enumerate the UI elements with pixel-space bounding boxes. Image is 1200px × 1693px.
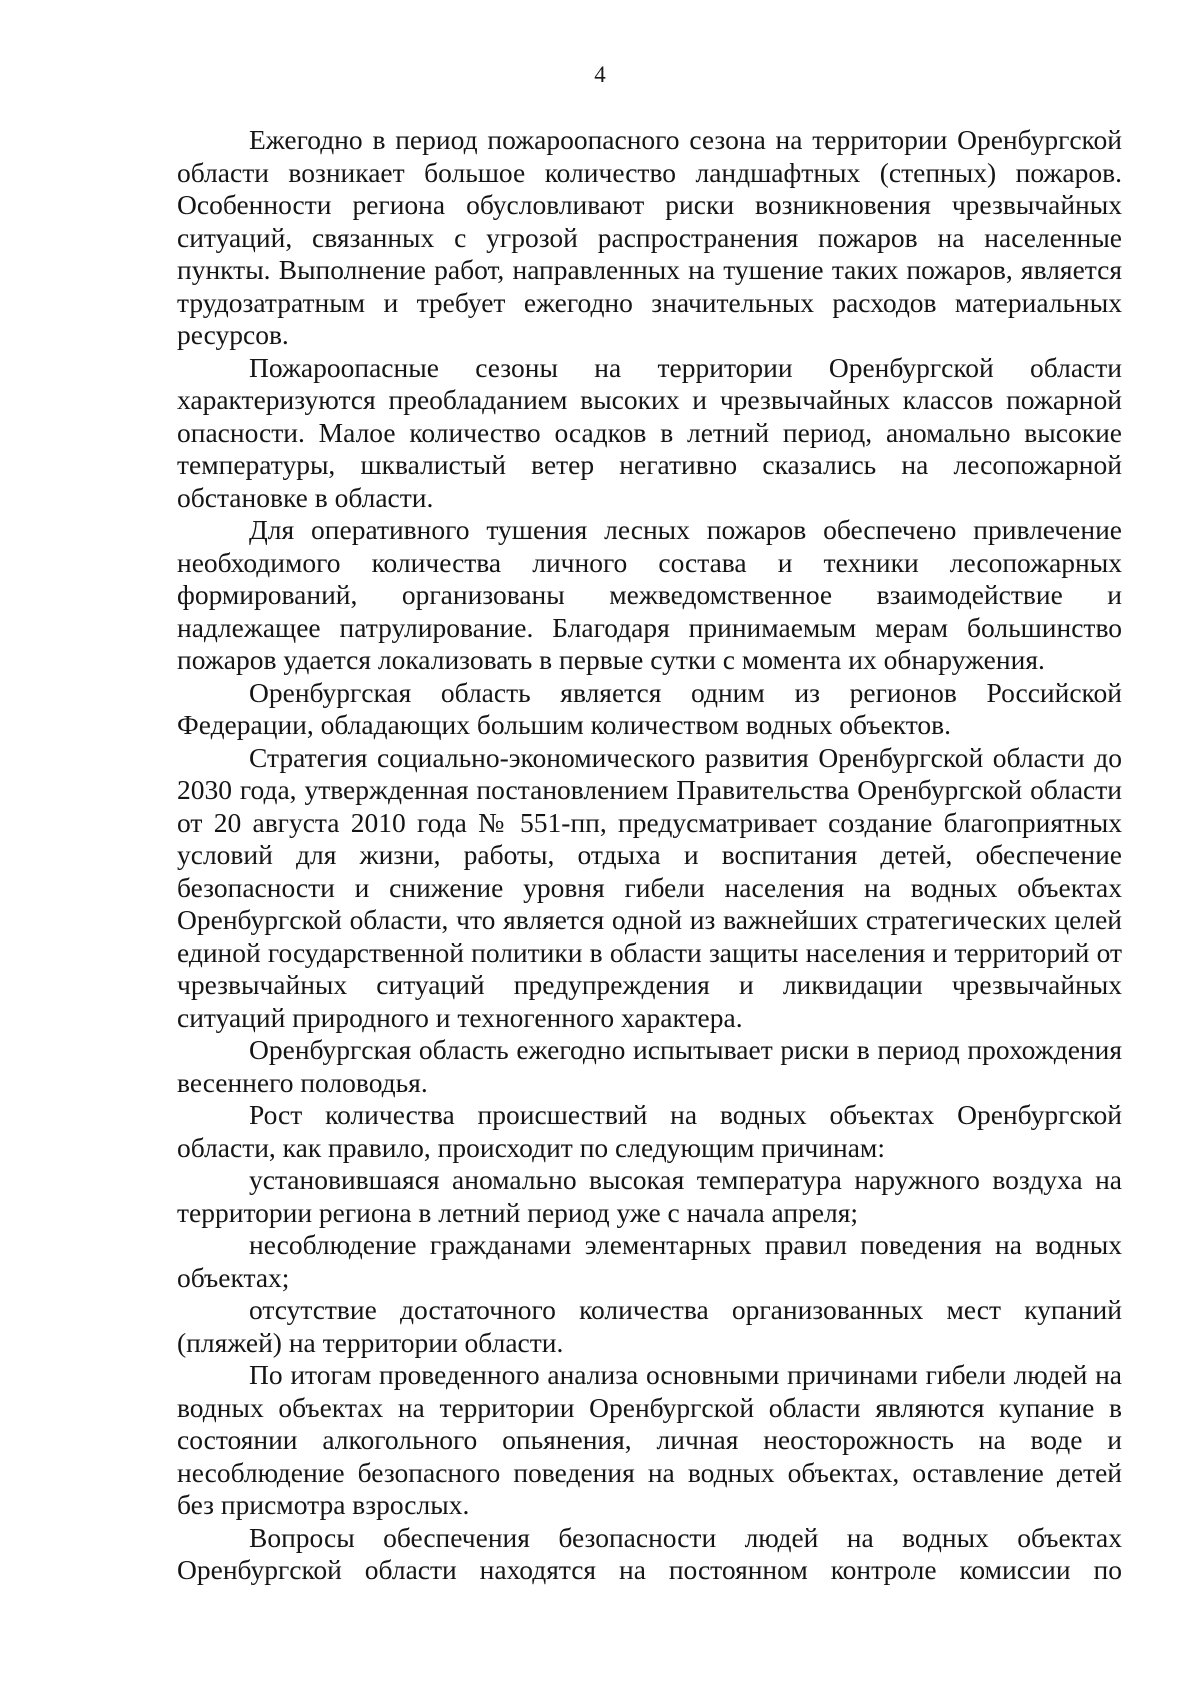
paragraph-spring-flood: Оренбургская область ежегодно испытывает риски в период прохождения весеннего половодья. (177, 1034, 1122, 1098)
paragraph-firefighting-measures: Для оперативного тушения лесных пожаров обеспечено привлечение необходимого количества личного состава и техники лесопожарных формирований, организованы межведомственное взаимодействие и надлежащее патрулирование. Благодаря принимаемым мерам большинство пожаров удается локализовать в первые сутки с момента их обнаружения. (177, 514, 1122, 675)
paragraph-analysis-results: По итогам проведенного анализа основными причинами гибели людей на водных объектах на территории Оренбургской области являются купание в состоянии алкогольного опьянения, личная неосторожность на воде и несоблюдение безопасного поведения на водных объектах, оставление детей без присмотра взрослых. (177, 1359, 1122, 1520)
paragraph-incident-causes: Рост количества происшествий на водных объектах Оренбургской области, как правило, происходит по следующим причинам: (177, 1099, 1122, 1163)
list-item-lack-of-beaches: отсутствие достаточного количества организованных мест купаний (пляжей) на территории области. (177, 1294, 1122, 1358)
paragraph-fire-seasons: Пожароопасные сезоны на территории Оренбургской области характеризуются преобладанием высоких и чрезвычайных классов пожарной опасности. Малое количество осадков в летний период, аномально высокие температуры, шквалистый ветер негативно сказались на лесопожарной обстановке в области. (177, 351, 1122, 513)
paragraph-landscape-fires: Ежегодно в период пожароопасного сезона на территории Оренбургской области возникает большое количество ландшафтных (степных) пожаров. Особенности региона обусловливают риски возникновения чрезвычайных ситуаций, связанных с угрозой распространения пожаров на населенные пункты. Выполнение работ, направленных на тушение таких пожаров, является трудозатратным и требует ежегодно значительных расходов материальных ресурсов. (177, 124, 1122, 350)
document-body (177, 124, 1122, 1587)
list-item-rules-violation: несоблюдение гражданами элементарных правил поведения на водных объектах; (177, 1229, 1122, 1293)
paragraph-development-strategy: Стратегия социально-экономического развития Оренбургской области до 2030 года, утвержденная постановлением Правительства Оренбургской области от 20 августа 2010 года № 551-пп, предусматривает создание благоприятных условий для жизни, работы, отдыха и воспитания детей, обеспечение безопасности и снижение уровня гибели населения на водных объектах Оренбургской области, что является одной из важнейших стратегических целей единой государственной политики в области защиты населения и территорий от чрезвычайных ситуаций предупреждения и ликвидации чрезвычайных ситуаций природного и техногенного характера. (177, 741, 1122, 1033)
list-item-high-temperature: установившаяся аномально высокая температура наружного воздуха на территории региона в летний период уже с начала апреля; (177, 1164, 1122, 1228)
page-number: 4 (594, 62, 606, 87)
paragraph-water-objects: Оренбургская область является одним из регионов Российской Федерации, обладающих большим количеством водных объектов. (177, 676, 1122, 740)
paragraph-safety-control: Вопросы обеспечения безопасности людей на водных объектах Оренбургской области находятся на постоянном контроле комиссии по (177, 1521, 1122, 1585)
